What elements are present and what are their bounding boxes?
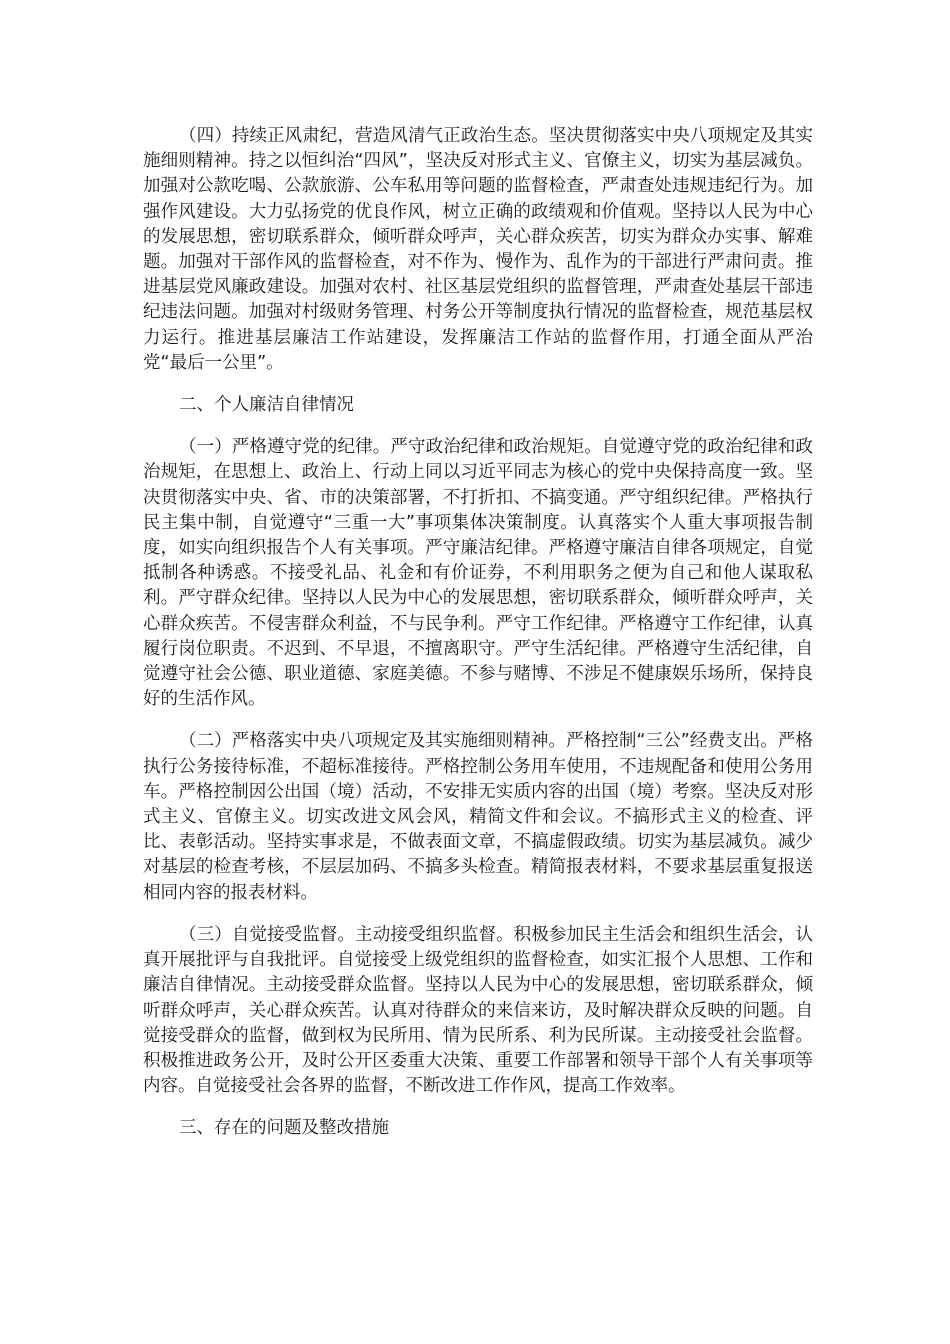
paragraph-accept-supervision: （三）自觉接受监督。主动接受组织监督。积极参加民主生活会和组织生活会，认真开展批评与自我批评。自觉接受上级党组织的监督检查，如实汇报个人思想、工作和廉洁自律情况。主动接受群众监督。坚持以人民为中心的发展思想，密切联系群众，倾听群众呼声，关心群众疾苦。认真对待群众的来信来访，及时解决群众反映的问题。自觉接受群众的监督，做到权为民所用、情为民所系、利为民所谋。主动接受社会监督。积极推进政务公开，及时公开区委重大决策、重要工作部署和领导干部个人有关事项等内容。自觉接受社会各界的监督，不断改进工作作风，提高工作效率。: [143, 924, 813, 1097]
section-heading-personal-integrity: 二、个人廉洁自律情况: [179, 395, 354, 416]
paragraph-integrity-style: （四）持续正风肃纪，营造风清气正政治生态。坚决贯彻落实中央八项规定及其实施细则精神。持之以恒纠治“四风”，坚决反对形式主义、官僚主义，切实为基层减负。加强对公款吃喝、公款旅游、公车私用等问题的监督检查，严肃查处违规违纪行为。加强作风建设。大力弘扬党的优良作风，树立正确的政绩观和价值观。坚持以人民为中心的发展思想，密切联系群众，倾听群众呼声，关心群众疾苦，切实为群众办实事、解难题。加强对干部作风的监督检查，对不作为、慢作为、乱作为的干部进行严肃问责。推进基层党风廉政建设。加强对农村、社区基层党组织的监督管理，严肃查处基层干部违纪违法问题。加强对村级财务管理、村务公开等制度执行情况的监督检查，规范基层权力运行。推进基层廉洁工作站建设，发挥廉洁工作站的监督作用，打通全面从严治党“最后一公里”。: [143, 126, 813, 373]
section-heading-problems-rectification: 三、存在的问题及整改措施: [179, 1118, 389, 1139]
document-page: [143, 124, 813, 1159]
paragraph-party-discipline: （一）严格遵守党的纪律。严守政治纪律和政治规矩。自觉遵守党的政治纪律和政治规矩，在思想上、政治上、行动上同以习近平同志为核心的党中央保持高度一致。坚决贯彻落实中央、省、市的决策部署，不打折扣、不搞变通。严守组织纪律。严格执行民主集中制，自觉遵守“三重一大”事项集体决策制度。认真落实个人重大事项报告制度，如实向组织报告个人有关事项。严守廉洁纪律。严格遵守廉洁自律各项规定，自觉抵制各种诱惑。不接受礼品、礼金和有价证券，不利用职务之便为自己和他人谋取私利。严守群众纪律。坚持以人民为中心的发展思想，密切联系群众，倾听群众呼声，关心群众疾苦。不侵害群众利益，不与民争利。严守工作纪律。严格遵守工作纪律，认真履行岗位职责。不迟到、不早退，不擅离职守。严守生活纪律。严格遵守生活纪律，自觉遵守社会公德、职业道德、家庭美德。不参与赌博、不涉足不健康娱乐场所，保持良好的生活作风。: [143, 437, 813, 710]
paragraph-eight-regulations: （二）严格落实中央八项规定及其实施细则精神。严格控制“三公”经费支出。严格执行公务接待标准，不超标准接待。严格控制公务用车使用，不违规配备和使用公务用车。严格控制因公出国（境）活动，不安排无实质内容的出国（境）考察。坚决反对形式主义、官僚主义。切实改进文风会风，精简文件和会议。不搞形式主义的检查、评比、表彰活动。坚持实事求是，不做表面文章，不搞虚假政绩。切实为基层减负。减少对基层的检查考核，不层层加码、不搞多头检查。精简报表材料，不要求基层重复报送相同内容的报表材料。: [143, 731, 813, 903]
